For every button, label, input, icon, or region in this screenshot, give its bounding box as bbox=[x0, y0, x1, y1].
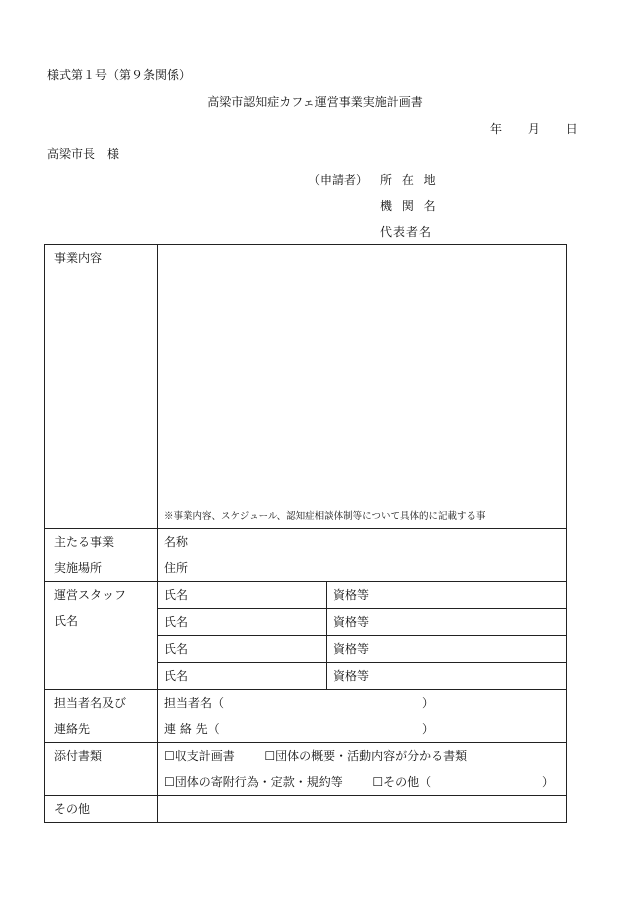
document-title: 高梁市認知症カフェ運営事業実施計画書 bbox=[207, 95, 423, 109]
date-line bbox=[490, 121, 578, 137]
contact-person-label: 担当者名（ bbox=[164, 696, 225, 710]
other-input-cell[interactable] bbox=[158, 796, 567, 823]
staff-label-1: 運営スタッフ bbox=[54, 588, 127, 602]
staff-name-field[interactable]: 氏名 bbox=[158, 663, 327, 690]
staff-label-2: 氏名 bbox=[54, 614, 79, 628]
plan-table bbox=[44, 244, 567, 823]
place-label-2: 実施場所 bbox=[54, 561, 103, 575]
form-number: 様式第１号（第９条関係） bbox=[47, 68, 192, 82]
content-note: ※事業内容、スケジュール、認知症相談体制等について具体的に記載する事 bbox=[164, 511, 486, 522]
staff-name-field[interactable]: 氏名 bbox=[158, 636, 327, 663]
attach-option-budget[interactable]: ☐収支計画書 bbox=[164, 749, 235, 763]
date-year: 年 bbox=[490, 122, 503, 136]
place-label-1: 主たる事業 bbox=[54, 535, 115, 549]
attachment-label: 添付書類 bbox=[54, 749, 103, 763]
date-day: 日 bbox=[565, 122, 578, 136]
place-row bbox=[45, 529, 567, 582]
contact-label-2: 連絡先 bbox=[54, 722, 91, 736]
attach-option-overview[interactable]: ☐団体の概要・活動内容が分かる書類 bbox=[264, 749, 468, 763]
place-address-field[interactable]: 住所 bbox=[164, 561, 189, 575]
other-label: その他 bbox=[54, 802, 91, 816]
place-name-field[interactable]: 名称 bbox=[164, 535, 189, 549]
representative-label: 代表者名 bbox=[380, 225, 433, 239]
contact-label-cell bbox=[45, 690, 158, 743]
attach-option-bylaws[interactable]: ☐団体の寄附行為・定款・規約等 bbox=[164, 775, 343, 789]
contact-input-cell[interactable] bbox=[158, 690, 567, 743]
staff-label-cell bbox=[45, 582, 158, 690]
contact-label-1: 担当者名及び bbox=[54, 696, 127, 710]
staff-qualification-field[interactable]: 資格等 bbox=[327, 636, 567, 663]
contact-info-field[interactable] bbox=[164, 716, 566, 742]
place-label-cell bbox=[45, 529, 158, 582]
staff-qualification-field[interactable]: 資格等 bbox=[327, 609, 567, 636]
date-month: 月 bbox=[527, 122, 540, 136]
content-input-area[interactable] bbox=[158, 245, 567, 529]
staff-qualification-field[interactable]: 資格等 bbox=[327, 582, 567, 609]
other-label-cell bbox=[45, 796, 158, 823]
attachment-label-cell bbox=[45, 743, 158, 796]
other-row bbox=[45, 796, 567, 823]
organization-label: 機 関 名 bbox=[380, 199, 439, 213]
addressee: 高梁市長 様 bbox=[47, 147, 120, 161]
contact-info-close: ） bbox=[422, 722, 435, 736]
applicant-tag: （申請者） bbox=[308, 173, 369, 187]
address-label: 所 在 地 bbox=[380, 173, 439, 187]
content-row bbox=[45, 245, 567, 529]
staff-qualification-field[interactable]: 資格等 bbox=[327, 663, 567, 690]
content-label-cell bbox=[45, 245, 158, 529]
contact-person-close: ） bbox=[422, 696, 435, 710]
attach-option-other[interactable]: ☐その他（ bbox=[372, 775, 432, 789]
contact-row bbox=[45, 690, 567, 743]
staff-name-field[interactable]: 氏名 bbox=[158, 582, 327, 609]
content-label: 事業内容 bbox=[54, 251, 103, 265]
staff-name-field[interactable]: 氏名 bbox=[158, 609, 327, 636]
place-input-cell[interactable] bbox=[158, 529, 567, 582]
attachment-row bbox=[45, 743, 567, 796]
contact-info-label: 連 絡 先（ bbox=[164, 722, 220, 736]
staff-row-1 bbox=[45, 582, 567, 609]
attachment-options-cell bbox=[158, 743, 567, 796]
attach-other-close: ） bbox=[542, 775, 555, 789]
contact-person-field[interactable] bbox=[164, 690, 566, 716]
